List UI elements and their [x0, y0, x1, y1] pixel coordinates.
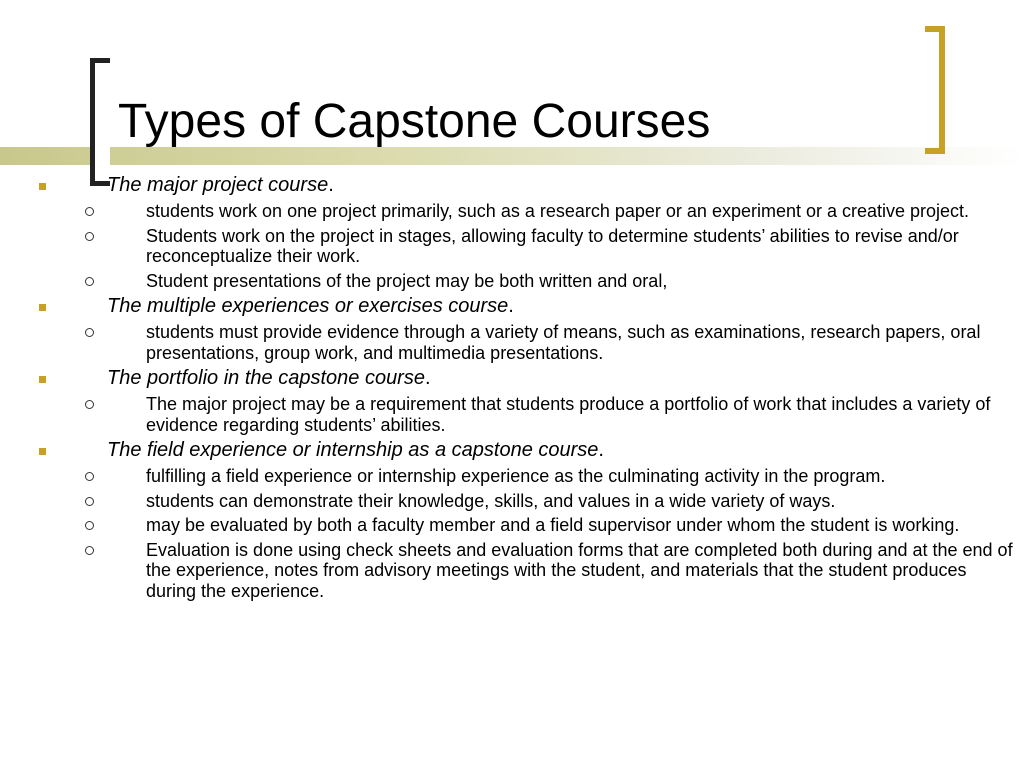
section-heading [0, 367, 1024, 390]
section-heading [0, 295, 1024, 318]
circle-bullet-icon [85, 472, 94, 481]
circle-bullet-icon [85, 207, 94, 216]
sub-point [0, 201, 1024, 222]
section-heading [0, 439, 1024, 462]
circle-bullet-icon [85, 400, 94, 409]
square-bullet-icon [39, 304, 46, 311]
section-heading-period: . [424, 367, 431, 389]
sub-point-text: may be evaluated by both a faculty member and a field supervisor under whom the student is working. [146, 515, 960, 535]
circle-bullet-icon [85, 521, 94, 530]
section-heading-text: The major project course [107, 174, 329, 196]
sub-point [0, 322, 1024, 363]
square-bullet-icon [39, 376, 46, 383]
square-bullet-icon [39, 448, 46, 455]
section-heading-text: The multiple experiences or exercises course [107, 295, 509, 317]
sub-point [0, 466, 1024, 487]
circle-bullet-icon [85, 232, 94, 241]
circle-bullet-icon [85, 277, 94, 286]
sub-point-text: Students work on the project in stages, allowing faculty to determine students’ abilities to revise and/or reconceptualize their work. [146, 225, 959, 266]
sub-point [0, 226, 1024, 267]
sub-point-text: Student presentations of the project may be both written and oral, [146, 270, 668, 291]
circle-bullet-icon [85, 497, 94, 506]
slide-body [0, 170, 1024, 601]
section-heading-text: The field experience or internship as a capstone course [107, 439, 599, 461]
circle-bullet-icon [85, 546, 94, 555]
title-band [0, 147, 1024, 165]
section-heading-period: . [328, 174, 334, 196]
sub-point [0, 394, 1024, 435]
section-heading-period: . [598, 439, 604, 461]
sub-point-text: students work on one project primarily, such as a research paper or an experiment or a creative project. [146, 201, 970, 221]
left-bracket-decoration [90, 58, 110, 186]
sub-point-text: students must provide evidence through a variety of means, such as examinations, research papers, oral presentations, group work, and multimedia presentations. [146, 322, 981, 363]
circle-bullet-icon [85, 328, 94, 337]
sub-point-text: Evaluation is done using check sheets and evaluation forms that are completed both during and at the end of the experience, notes from advisory meetings with the student, and materials that the student produces during the experience. [146, 539, 1013, 601]
sub-point [0, 515, 1024, 536]
section-heading [0, 174, 1024, 197]
sub-point [0, 271, 1024, 292]
section-heading-text: The portfolio in the capstone course [107, 367, 425, 389]
section-heading-period: . [508, 295, 514, 317]
sub-point-text: The major project may be a requirement that students produce a portfolio of work that includes a variety of evidence regarding students’ abilities. [146, 394, 991, 435]
square-bullet-icon [39, 183, 46, 190]
slide-title: Types of Capstone Courses [118, 95, 711, 148]
sub-point [0, 491, 1024, 512]
right-bracket-decoration [925, 26, 945, 154]
sub-point [0, 540, 1024, 602]
sub-point-text: fulfilling a field experience or internship experience as the culminating activity in the program. [146, 466, 886, 486]
sub-point-text: students can demonstrate their knowledge, skills, and values in a wide variety of ways. [146, 490, 836, 511]
